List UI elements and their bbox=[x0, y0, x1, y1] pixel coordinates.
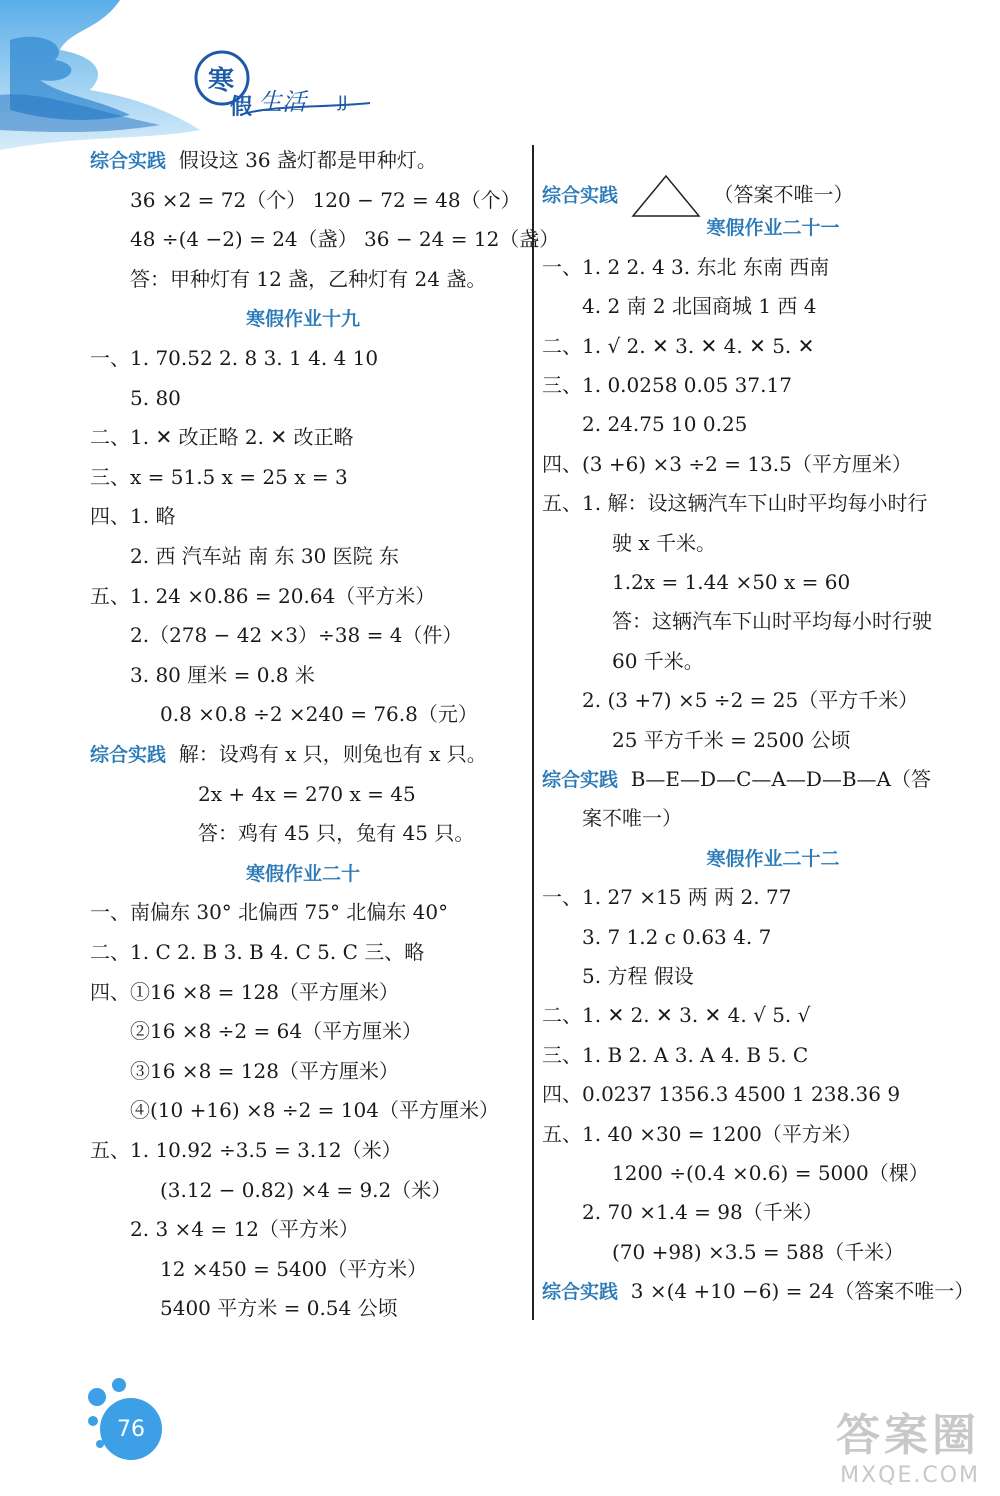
answer-text: 假设这 36 盏灯都是甲种灯。 bbox=[178, 148, 437, 172]
answer-line bbox=[130, 621, 462, 649]
answer-text: B—E—D—C—A—D—B—A（答 bbox=[630, 767, 931, 791]
practice-label: 综合实践 bbox=[90, 150, 167, 172]
answer-text: 三、1. 0.0258 0.05 37.17 bbox=[542, 373, 792, 397]
answer-line bbox=[130, 1057, 399, 1085]
answer-line bbox=[612, 568, 850, 596]
answer-line bbox=[582, 804, 682, 832]
watermark-sub: MXQE.COM bbox=[840, 1463, 980, 1488]
answer-line bbox=[542, 489, 927, 517]
decor-dot bbox=[88, 1388, 106, 1406]
answer-line bbox=[542, 332, 814, 360]
practice-label: 综合实践 bbox=[542, 769, 619, 791]
answer-text: 答：甲种灯有 12 盏，乙种灯有 24 盏。 bbox=[130, 266, 487, 291]
decor-dot bbox=[112, 1378, 126, 1392]
answer-line bbox=[542, 1080, 900, 1108]
section-title bbox=[706, 213, 839, 242]
answer-line bbox=[612, 607, 932, 635]
answer-text: 四、0.0237 1356.3 4500 1 238.36 9 bbox=[542, 1082, 901, 1107]
practice-line bbox=[542, 765, 931, 794]
answer-line bbox=[160, 700, 478, 728]
answer-text: 2. 西 汽车站 南 东 30 医院 东 bbox=[130, 544, 400, 568]
answer-text: 4. 2 南 2 北国商城 1 西 4 bbox=[582, 294, 817, 319]
answer-line bbox=[130, 1017, 422, 1045]
answer-text: 36 ×2 = 72（个） 120 − 72 = 48（个） bbox=[130, 187, 521, 212]
answer-text: 五、1. 10.92 ÷3.5 = 3.12（米） bbox=[90, 1138, 402, 1162]
answer-line bbox=[542, 1001, 810, 1029]
answer-line bbox=[160, 1176, 451, 1204]
answer-line bbox=[582, 686, 918, 714]
answer-line bbox=[542, 450, 912, 478]
answer-line bbox=[90, 898, 448, 926]
answer-line bbox=[130, 384, 181, 412]
answer-text: 一、1. 27 ×15 两 两 2. 77 bbox=[542, 885, 792, 910]
answer-text: 二、1. ✕ 改正略 2. ✕ 改正略 bbox=[90, 425, 354, 450]
answer-text: 一、南偏东 30° 北偏西 75° 北偏东 40° bbox=[90, 900, 449, 925]
section-title bbox=[246, 859, 360, 888]
answer-text: (70 +98) ×3.5 = 588（千米） bbox=[612, 1239, 905, 1264]
section-title-text: 寒假作业十九 bbox=[245, 308, 361, 331]
answer-text: 二、1. C 2. B 3. B 4. C 5. C 三、略 bbox=[90, 940, 425, 964]
answer-line bbox=[582, 292, 816, 320]
answer-text: 五、1. 24 ×0.86 = 20.64（平方米） bbox=[90, 583, 436, 608]
answer-text: ④(10 +16) ×8 ÷2 = 104（平方厘米） bbox=[130, 1098, 499, 1123]
practice-label: 综合实践 bbox=[542, 1281, 619, 1304]
answer-text: 2. 24.75 10 0.25 bbox=[582, 412, 748, 437]
answer-line bbox=[90, 582, 435, 610]
answer-text: 1.2x = 1.44 ×50 x = 60 bbox=[612, 570, 851, 594]
answer-line bbox=[582, 923, 771, 951]
answer-text: 答：鸡有 45 只，兔有 45 只。 bbox=[198, 821, 475, 846]
answer-line bbox=[582, 1198, 823, 1226]
answer-text: 60 千米。 bbox=[612, 648, 704, 673]
answer-text: 五、1. 40 ×30 = 1200（平方米） bbox=[542, 1121, 862, 1146]
answer-text: 二、1. ✕ 2. ✕ 3. ✕ 4. √ 5. √ bbox=[542, 1003, 811, 1028]
section-title-text: 寒假作业二十一 bbox=[706, 217, 840, 240]
answer-text: 3. 7 1.2 c 0.63 4. 7 bbox=[582, 924, 772, 949]
section-title bbox=[246, 304, 360, 333]
answer-text: 二、1. √ 2. ✕ 3. ✕ 4. ✕ 5. ✕ bbox=[542, 333, 815, 358]
answer-line bbox=[160, 1294, 398, 1322]
watermark-main: 答案圈 bbox=[836, 1410, 980, 1461]
answer-line bbox=[612, 1159, 929, 1187]
answer-text: 12 ×450 = 5400（平方米） bbox=[160, 1256, 428, 1281]
answer-text: 四、①16 ×8 = 128（平方厘米） bbox=[90, 979, 399, 1004]
answer-line bbox=[612, 726, 851, 754]
answer-line bbox=[542, 253, 829, 281]
answer-line bbox=[90, 502, 175, 530]
answer-text: 25 平方千米 = 2500 公顷 bbox=[612, 727, 851, 752]
practice-line bbox=[542, 174, 853, 218]
answer-text: 三、1. B 2. A 3. A 4. B 5. C bbox=[542, 1042, 809, 1067]
answer-line bbox=[130, 186, 521, 214]
answer-line bbox=[130, 1096, 499, 1124]
answer-line bbox=[90, 423, 353, 451]
answer-line bbox=[130, 661, 315, 689]
answer-text: 5400 平方米 = 0.54 公顷 bbox=[160, 1296, 398, 1321]
logo-char-2: 假 bbox=[230, 95, 253, 120]
answer-text: (3.12 − 0.82) ×4 = 9.2（米） bbox=[160, 1177, 452, 1202]
section-title-text: 寒假作业二十二 bbox=[706, 847, 840, 870]
section-title-text: 寒假作业二十 bbox=[245, 862, 361, 885]
answer-line bbox=[90, 938, 424, 966]
section-title bbox=[706, 844, 839, 873]
answer-text: 2x + 4x = 270 x = 45 bbox=[198, 781, 416, 806]
answer-text: 三、x = 51.5 x = 25 x = 3 bbox=[90, 464, 348, 489]
answer-text: 五、1. 解：设这辆汽车下山时平均每小时行 bbox=[542, 491, 928, 516]
practice-line bbox=[90, 740, 487, 769]
answer-text: 四、1. 略 bbox=[90, 504, 176, 529]
answer-text: 2. 70 ×1.4 = 98（千米） bbox=[582, 1200, 823, 1225]
answer-text: 1200 ÷(0.4 ×0.6) = 5000（棵） bbox=[612, 1161, 929, 1185]
answer-text: 5. 方程 假设 bbox=[582, 964, 694, 988]
answer-line bbox=[198, 780, 416, 808]
logo-char-1: 寒 bbox=[208, 66, 235, 96]
answer-text: 一、1. 70.52 2. 8 3. 1 4. 4 10 bbox=[90, 346, 379, 370]
answer-line bbox=[90, 1136, 402, 1164]
answer-text: 答：这辆汽车下山时平均每小时行驶 bbox=[612, 609, 932, 634]
answer-line bbox=[130, 265, 486, 293]
answer-line bbox=[612, 529, 716, 557]
answer-line bbox=[542, 883, 791, 911]
answer-line bbox=[130, 542, 399, 570]
answer-text: 0.8 ×0.8 ÷2 ×240 = 76.8（元） bbox=[160, 702, 478, 727]
decor-dot bbox=[88, 1416, 98, 1426]
logo-word: 生活 bbox=[258, 88, 306, 116]
answer-line bbox=[542, 1041, 808, 1069]
answer-text: 案不唯一） bbox=[582, 806, 682, 831]
answer-line bbox=[542, 371, 792, 399]
answer-line bbox=[90, 344, 378, 372]
answer-line bbox=[130, 225, 559, 253]
practice-line bbox=[542, 1277, 974, 1306]
answer-line bbox=[90, 463, 348, 491]
answer-text: 5. 80 bbox=[130, 385, 181, 410]
answer-line bbox=[612, 1238, 904, 1266]
logo-tag: JJ bbox=[338, 92, 348, 111]
answer-line bbox=[582, 410, 747, 438]
answer-text: 一、1. 2 2. 4 3. 东北 东南 西南 bbox=[542, 254, 830, 279]
answer-text: 2. 3 ×4 = 12（平方米） bbox=[130, 1217, 359, 1242]
answer-line bbox=[582, 962, 694, 990]
answer-text: 3 ×(4 +10 −6) = 24（答案不唯一） bbox=[630, 1279, 975, 1304]
answer-text: 2.（278 − 42 ×3）÷38 = 4（件） bbox=[130, 623, 463, 648]
answer-text: 2. (3 +7) ×5 ÷2 = 25（平方千米） bbox=[582, 688, 919, 713]
answer-text: 3. 80 厘米 = 0.8 米 bbox=[130, 662, 315, 687]
answer-text: ②16 ×8 ÷2 = 64（平方厘米） bbox=[130, 1019, 423, 1044]
answer-text: 四、(3 +6) ×3 ÷2 = 13.5（平方厘米） bbox=[542, 451, 912, 476]
practice-line bbox=[90, 146, 437, 175]
answer-line bbox=[542, 1120, 862, 1148]
practice-label: 综合实践 bbox=[542, 184, 619, 207]
answer-line bbox=[612, 647, 704, 675]
answer-line bbox=[90, 978, 399, 1006]
answer-text: 解：设鸡有 x 只，则兔也有 x 只。 bbox=[178, 742, 487, 766]
page-number: 76 bbox=[100, 1398, 162, 1460]
answer-line bbox=[160, 1255, 427, 1283]
answer-line bbox=[198, 819, 474, 847]
column-divider bbox=[532, 145, 534, 1320]
header-decoration bbox=[0, 0, 400, 160]
answer-line bbox=[130, 1215, 359, 1243]
answer-text: ③16 ×8 = 128（平方厘米） bbox=[130, 1058, 399, 1083]
triangle-figure bbox=[631, 174, 701, 218]
watermark bbox=[836, 1399, 980, 1488]
practice-label: 综合实践 bbox=[90, 744, 167, 766]
answer-text: 驶 x 千米。 bbox=[612, 530, 716, 555]
answer-text: 48 ÷(4 −2) = 24（盏） 36 − 24 = 12（盏） bbox=[130, 227, 560, 252]
answer-text: （答案不唯一） bbox=[713, 182, 854, 207]
